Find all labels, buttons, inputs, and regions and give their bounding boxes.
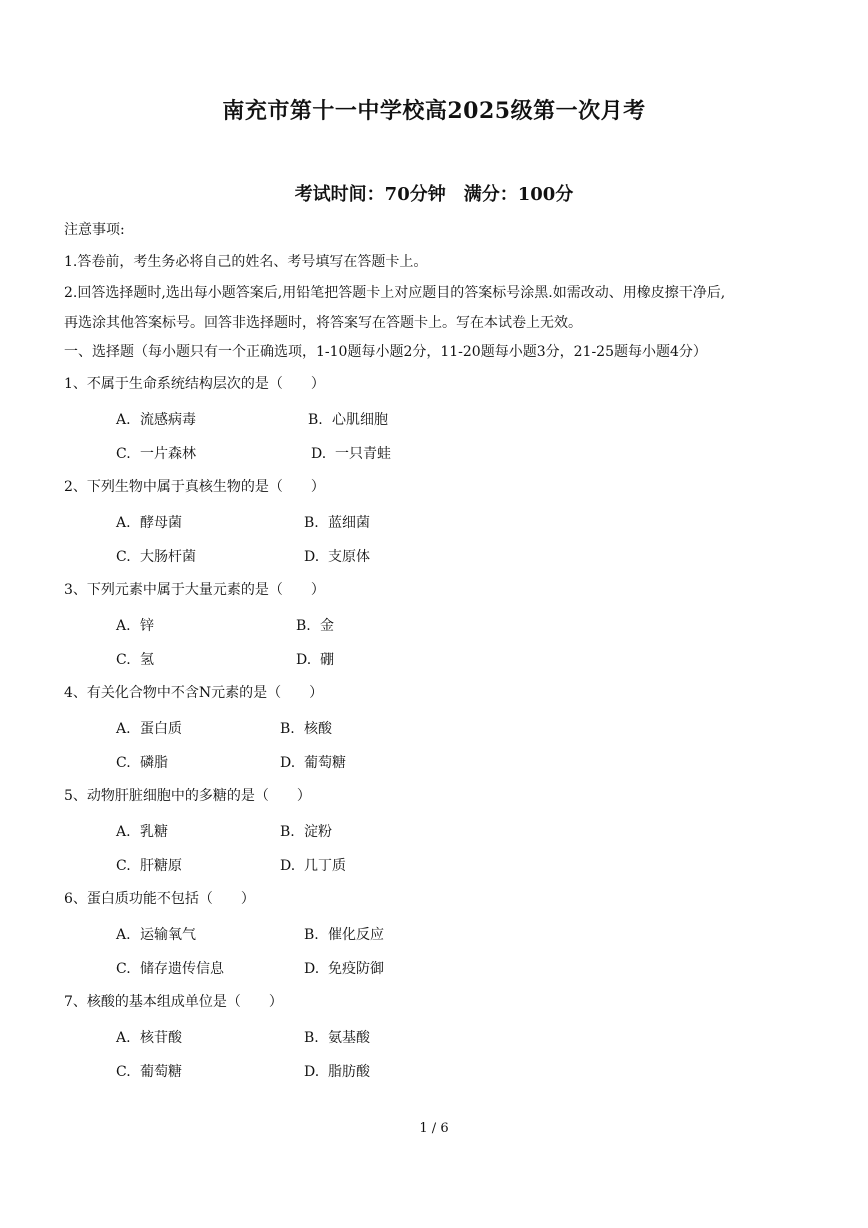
option-letter: B. — [304, 1030, 319, 1046]
option-a — [116, 719, 182, 739]
option-text: 流感病毒 — [140, 412, 196, 428]
option-text: 淀粉 — [304, 824, 332, 840]
option-text: 几丁质 — [304, 858, 346, 874]
option-text: 心肌细胞 — [332, 412, 388, 428]
option-text: 运输氧气 — [140, 927, 196, 943]
option-b — [280, 822, 332, 842]
option-c — [116, 650, 154, 670]
option-b — [304, 1028, 370, 1048]
option-text: 脂肪酸 — [328, 1064, 370, 1080]
option-a — [116, 410, 196, 430]
question-stem: 6、蛋白质功能不包括（ ） — [64, 891, 255, 907]
option-b — [308, 410, 388, 430]
option-letter: A. — [116, 824, 131, 840]
question-stem: 4、有关化合物中不含N元素的是（ ） — [64, 685, 324, 701]
option-letter: C. — [116, 1064, 131, 1080]
option-c — [116, 753, 168, 773]
option-d — [304, 1062, 370, 1082]
option-d — [280, 856, 346, 876]
option-a — [116, 1028, 182, 1048]
question-item — [64, 580, 824, 683]
option-text: 免疫防御 — [328, 961, 384, 977]
option-letter: D. — [311, 446, 327, 462]
question-stem: 3、下列元素中属于大量元素的是（ ） — [64, 582, 325, 598]
option-text: 磷脂 — [140, 755, 168, 771]
option-letter: A. — [116, 1030, 131, 1046]
option-c — [116, 959, 224, 979]
option-b — [304, 513, 370, 533]
option-letter: C. — [116, 446, 131, 462]
question-item — [64, 477, 824, 580]
option-b — [280, 719, 332, 739]
option-letter: D. — [304, 1064, 320, 1080]
option-letter: D. — [296, 652, 312, 668]
option-c — [116, 444, 196, 464]
question-stem: 1、不属于生命系统结构层次的是（ ） — [64, 376, 325, 392]
question-item — [64, 786, 824, 889]
option-text: 核酸 — [304, 721, 332, 737]
option-text: 酵母菌 — [140, 515, 182, 531]
option-b — [304, 925, 384, 945]
option-d — [304, 959, 384, 979]
option-d — [296, 650, 334, 670]
option-letter: B. — [296, 618, 311, 634]
option-text: 一只青蛙 — [335, 446, 391, 462]
option-text: 催化反应 — [328, 927, 384, 943]
option-a — [116, 925, 196, 945]
option-letter: C. — [116, 858, 131, 874]
note-item: 1.答卷前，考生务必将自己的姓名、考号填写在答题卡上。 — [64, 254, 428, 270]
option-text: 支原体 — [328, 549, 370, 565]
option-letter: A. — [116, 515, 131, 531]
option-letter: D. — [280, 858, 296, 874]
option-c — [116, 1062, 182, 1082]
option-text: 核苷酸 — [140, 1030, 182, 1046]
option-text: 大肠杆菌 — [140, 549, 196, 565]
option-d — [280, 753, 346, 773]
section-heading: 一、选择题（每小题只有一个正确选项，1-10题每小题2分，11-20题每小题3分，21-25题每小题4分） — [64, 344, 707, 360]
option-letter: B. — [304, 927, 319, 943]
option-d — [311, 444, 391, 464]
option-letter: C. — [116, 549, 131, 565]
option-text: 氨基酸 — [328, 1030, 370, 1046]
option-letter: B. — [308, 412, 323, 428]
exam-title: 南充市第十一中学校高2025级第一次月考 — [222, 98, 646, 124]
option-letter: B. — [304, 515, 319, 531]
option-a — [116, 616, 154, 636]
option-text: 蛋白质 — [140, 721, 182, 737]
note-item: 再选涂其他答案标号。回答非选择题时，将答案写在答题卡上。写在本试卷上无效。 — [64, 315, 582, 331]
option-letter: A. — [116, 618, 131, 634]
option-b — [296, 616, 334, 636]
question-item — [64, 374, 824, 477]
option-c — [116, 547, 196, 567]
notes-heading: 注意事项: — [64, 222, 125, 238]
option-text: 锌 — [140, 618, 154, 634]
option-letter: C. — [116, 961, 131, 977]
option-d — [304, 547, 370, 567]
option-a — [116, 513, 182, 533]
exam-subtitle: 考试时间：70分钟 满分：100分 — [294, 184, 574, 205]
option-letter: A. — [116, 927, 131, 943]
option-text: 硼 — [320, 652, 334, 668]
page-number: 1 / 6 — [419, 1121, 449, 1136]
option-letter: A. — [116, 412, 131, 428]
question-item — [64, 992, 824, 1095]
option-text: 氢 — [140, 652, 154, 668]
option-letter: A. — [116, 721, 131, 737]
option-text: 蓝细菌 — [328, 515, 370, 531]
option-c — [116, 856, 182, 876]
option-letter: D. — [304, 961, 320, 977]
question-stem: 5、动物肝脏细胞中的多糖的是（ ） — [64, 788, 311, 804]
note-item: 2.回答选择题时,选出每小题答案后,用铅笔把答题卡上对应题目的答案标号涂黑.如需改动、用橡皮擦干净后, — [64, 285, 726, 301]
option-text: 金 — [320, 618, 334, 634]
option-text: 葡萄糖 — [140, 1064, 182, 1080]
option-letter: C. — [116, 652, 131, 668]
option-text: 储存遗传信息 — [140, 961, 224, 977]
question-list — [64, 374, 824, 1095]
question-item — [64, 889, 824, 992]
option-a — [116, 822, 168, 842]
question-stem: 7、核酸的基本组成单位是（ ） — [64, 994, 283, 1010]
question-stem: 2、下列生物中属于真核生物的是（ ） — [64, 479, 325, 495]
option-letter: B. — [280, 824, 295, 840]
option-text: 肝糖原 — [140, 858, 182, 874]
option-letter: D. — [304, 549, 320, 565]
option-text: 一片森林 — [140, 446, 196, 462]
option-letter: B. — [280, 721, 295, 737]
option-text: 乳糖 — [140, 824, 168, 840]
option-letter: D. — [280, 755, 296, 771]
question-item — [64, 683, 824, 786]
option-letter: C. — [116, 755, 131, 771]
option-text: 葡萄糖 — [304, 755, 346, 771]
